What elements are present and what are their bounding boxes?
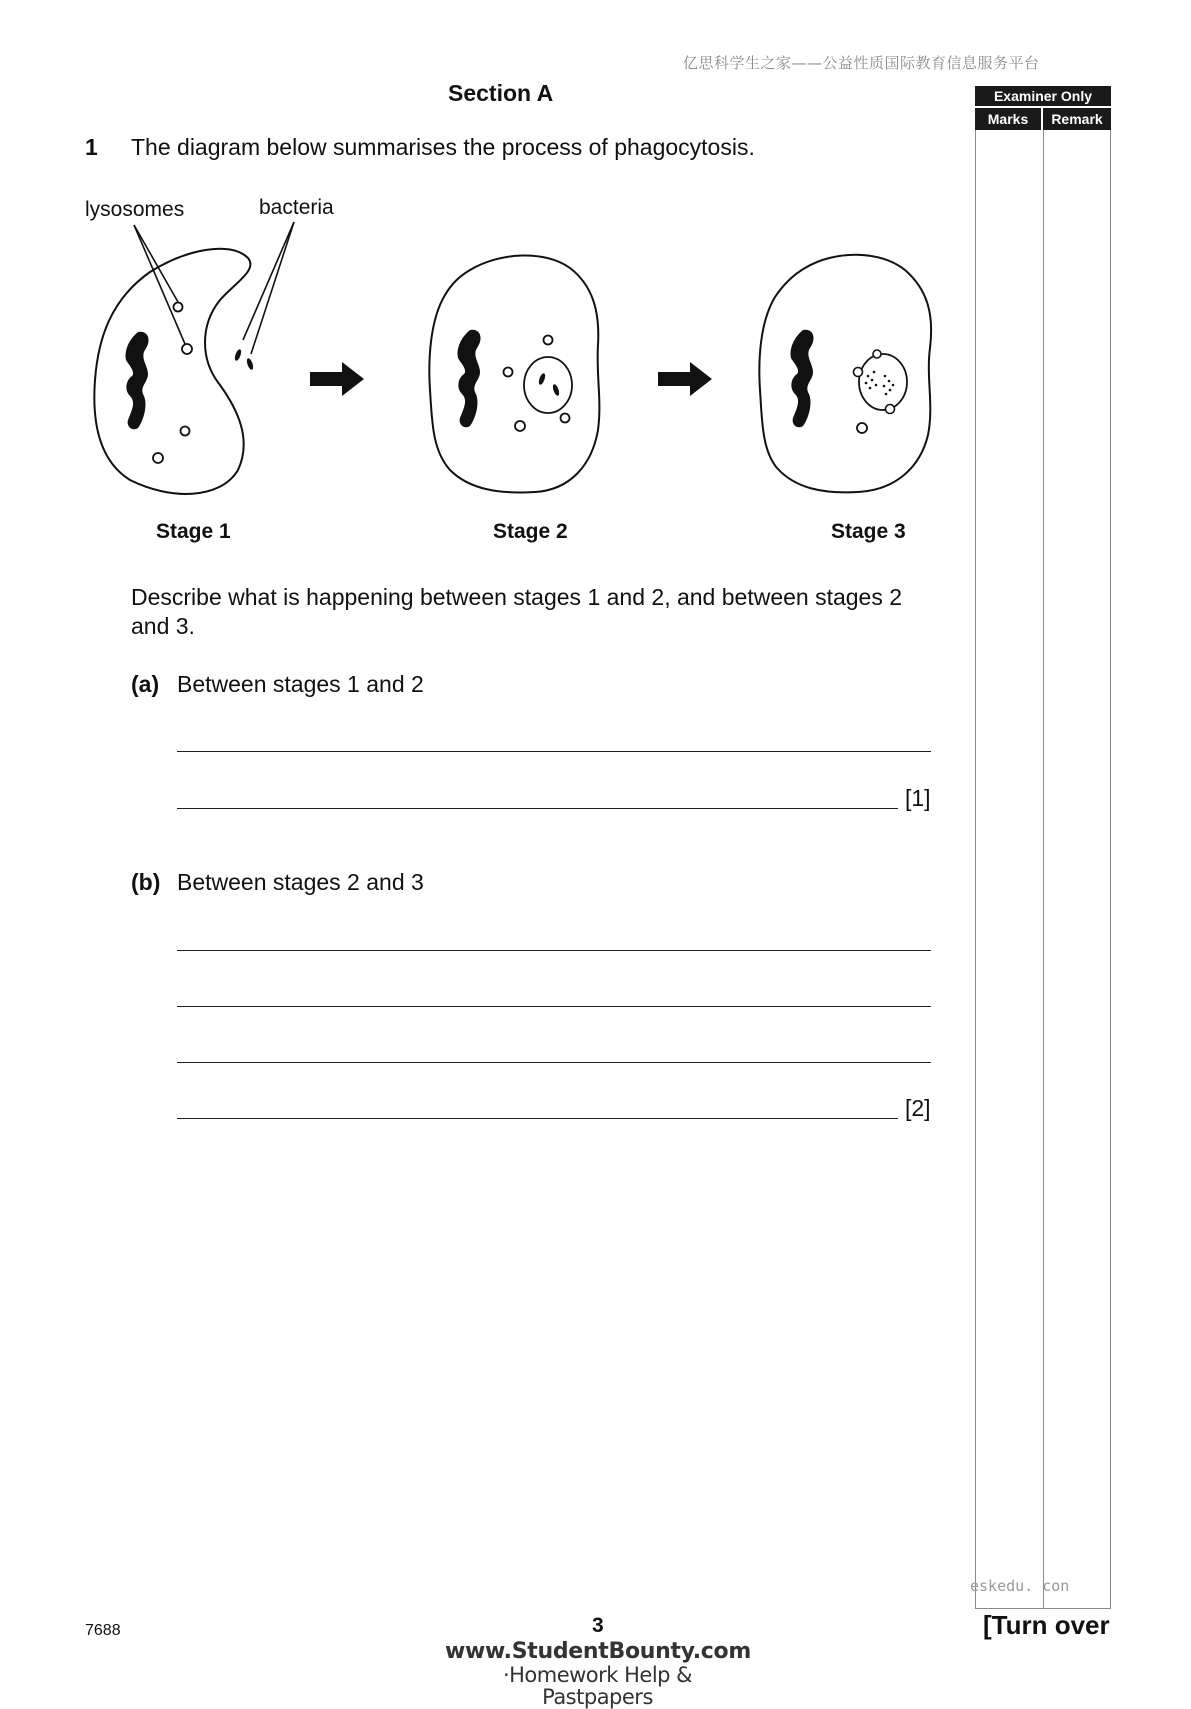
bacteria-pointer xyxy=(243,222,294,340)
stage1-lysosome xyxy=(153,453,163,463)
stage1-lysosome xyxy=(174,303,183,312)
arrow-1-to-2 xyxy=(310,362,364,396)
bacteria-pointer xyxy=(251,222,294,354)
remark-header: Remark xyxy=(1043,108,1111,130)
stage-2-label: Stage 2 xyxy=(493,520,568,543)
stage2-lysosome xyxy=(544,336,553,345)
stage1-cell xyxy=(94,249,250,494)
part-b-marks: [2] xyxy=(905,1095,931,1121)
stage2-lysosome xyxy=(515,421,525,431)
answer-line[interactable] xyxy=(177,1062,931,1063)
answer-line[interactable] xyxy=(177,950,931,951)
bacteria-label: bacteria xyxy=(259,196,334,219)
turn-over: [Turn over xyxy=(983,1610,1110,1640)
lysosome-pointer xyxy=(134,225,185,344)
watermark-bottom: eskedu. con xyxy=(970,1577,1070,1595)
stage3-fused-lysosome xyxy=(854,368,863,377)
stage3-digested-bacteria xyxy=(865,371,895,396)
part-a-text: Between stages 1 and 2 xyxy=(177,671,424,697)
stage-1-label: Stage 1 xyxy=(156,520,231,543)
watermark-top: 亿思科学生之家——公益性质国际教育信息服务平台 xyxy=(683,54,1040,72)
part-a-marks: [1] xyxy=(905,785,931,811)
stage3-fused-lysosome xyxy=(886,405,895,414)
stage1-bacterium xyxy=(246,358,255,371)
stage2-lysosome xyxy=(504,368,513,377)
page-number: 3 xyxy=(592,1614,604,1637)
answer-line[interactable] xyxy=(177,751,931,752)
answer-line[interactable] xyxy=(177,808,898,809)
lysosome-pointer xyxy=(134,225,178,302)
stage-3-label: Stage 3 xyxy=(831,520,906,543)
stage2-nucleus xyxy=(458,330,481,428)
stage1-lysosome xyxy=(181,427,190,436)
answer-line[interactable] xyxy=(177,1006,931,1007)
arrow-2-to-3 xyxy=(658,362,712,396)
studentbounty-logo[interactable] xyxy=(445,1640,750,1708)
lysosomes-label: lysosomes xyxy=(85,198,185,221)
section-title: Section A xyxy=(448,80,554,106)
part-b-text: Between stages 2 and 3 xyxy=(177,869,424,895)
question-number: 1 xyxy=(85,134,98,160)
answer-line[interactable] xyxy=(177,1118,898,1119)
stage3-lysosome xyxy=(857,423,867,433)
phagocytosis-diagram xyxy=(0,0,1191,560)
stage2-bacterium xyxy=(552,384,561,397)
paper-code: 7688 xyxy=(85,1622,121,1639)
stage1-nucleus xyxy=(126,332,149,430)
logo-line-2: ·Homework Help & Pastpapers xyxy=(502,1663,693,1709)
describe-instruction: Describe what is happening between stages 1 and 2, and between stages 2 and 3. xyxy=(131,584,903,639)
question-text: The diagram below summarises the process of phagocytosis. xyxy=(131,134,755,160)
stage1-lysosome xyxy=(182,344,192,354)
stage2-lysosome xyxy=(561,414,570,423)
stage2-bacterium xyxy=(538,373,547,386)
stage2-cell xyxy=(429,255,599,492)
stage2-vacuole xyxy=(524,357,572,413)
examiner-only-header: Examiner Only xyxy=(975,86,1111,106)
part-b-letter: (b) xyxy=(131,869,161,895)
stage1-bacterium xyxy=(234,349,243,362)
marks-header: Marks xyxy=(975,108,1041,130)
stage3-nucleus xyxy=(791,330,814,428)
logo-line-1: www.StudentBounty.com xyxy=(445,1639,751,1664)
part-a-letter: (a) xyxy=(131,671,160,697)
stage3-fused-lysosome xyxy=(873,350,881,358)
